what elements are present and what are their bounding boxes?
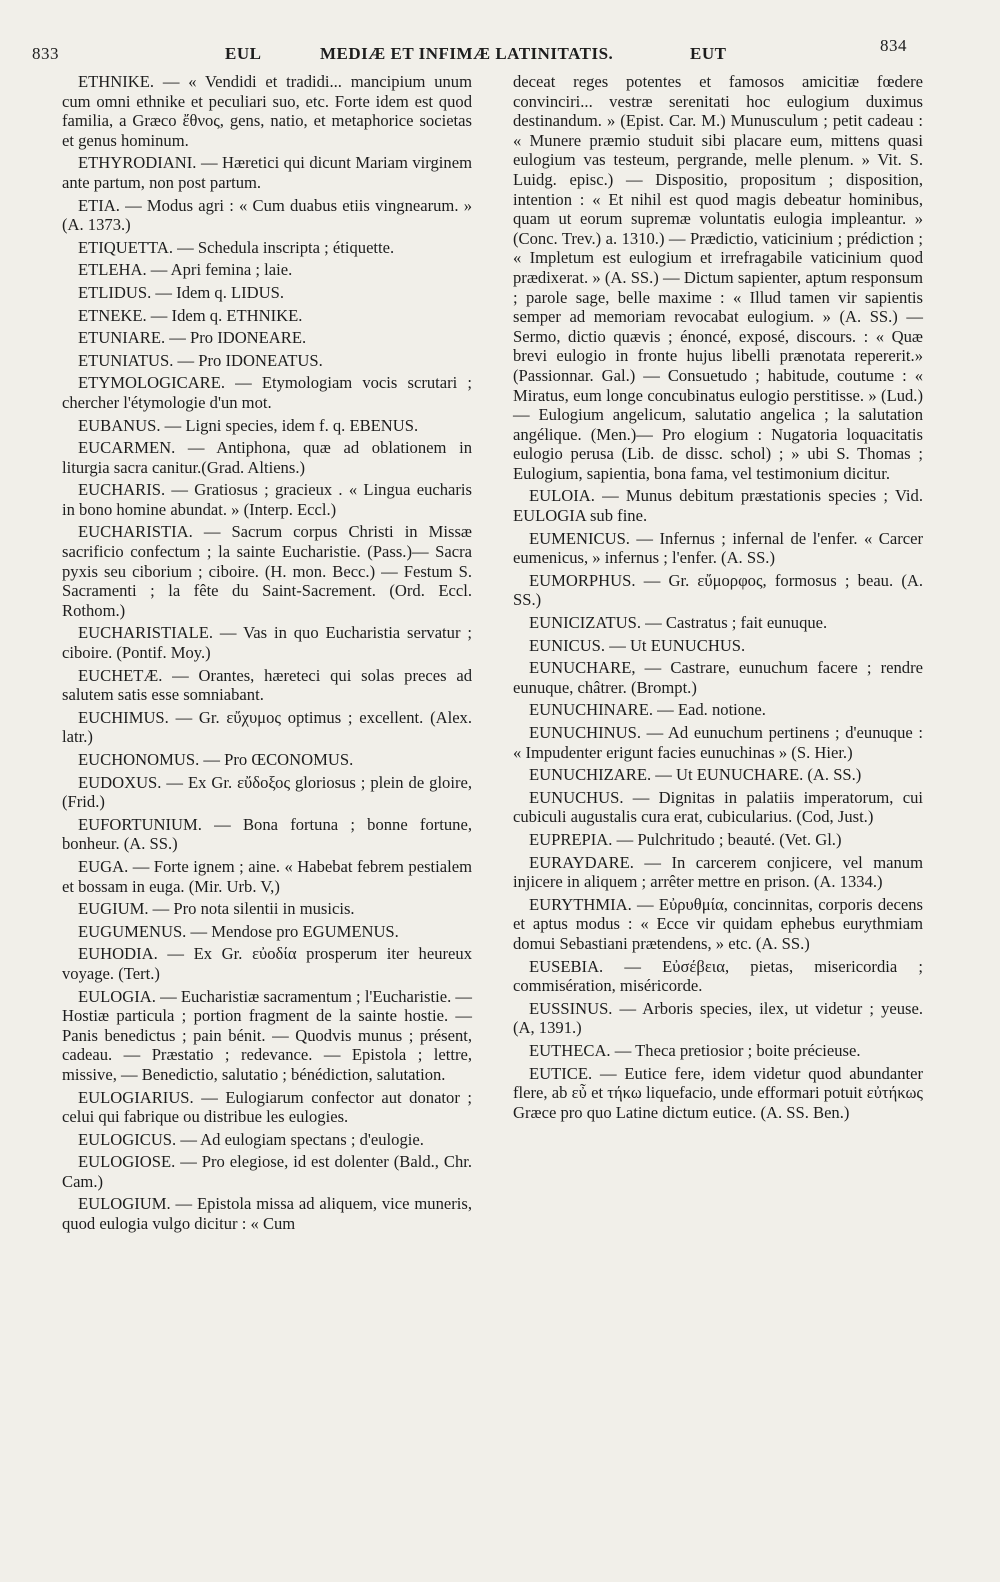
dictionary-entry: EUCHONOMUS. — Pro ŒCONOMUS. bbox=[78, 750, 354, 769]
dictionary-entry: EUNUCHINARE. — Ead. notione. bbox=[529, 700, 766, 720]
dictionary-entry: ETHNIKE. — « Vendidi et tradidi... mancipium unum cum omni ethnike et peculiari suo, etc. Forte idem est quod familia, a Græco ἔθνος, gens, natio, et metaphorice societas et genus hominum. bbox=[62, 72, 472, 150]
dictionary-entry: EULOGIOSE. — Pro elegiose, id est dolenter (Bald., Chr. Cam.) bbox=[62, 1152, 472, 1191]
dictionary-entry: EUGIUM. — Pro nota silentii in musicis. bbox=[78, 899, 355, 919]
dictionary-entry: ETNEKE. — Idem q. ETHNIKE. bbox=[78, 305, 303, 325]
dictionary-entry: EUSSINUS. — Arboris species, ilex, ut videtur ; yeuse. (A, 1391.) bbox=[513, 998, 923, 1038]
dictionary-entry: EUNUCHIZARE. — Ut EUNUCHARE. (A. SS.) bbox=[529, 765, 862, 785]
dictionary-entry: EUGA. — Forte ignem ; aine. « Habebat febrem pestialem et bossam in euga. (Mir. Urb. V,) bbox=[62, 856, 472, 896]
running-key-right: EUT bbox=[690, 44, 727, 63]
dictionary-entry: EUMORPHUS. — Gr. εὔμορφος, formosus ; beau. (A. SS.) bbox=[513, 570, 923, 610]
right-column bbox=[513, 72, 923, 1125]
dictionary-entry: EUPREPIA. — Pulchritudo ; beauté. (Vet. Gl.) bbox=[529, 829, 842, 849]
dictionary-entry: EUTICE. — Eutice fere, idem videtur quod abundanter flere, ab εὖ et τήκω liquefacio, unde efformari potuit εὐτήκως Græce pro quo Latine dictum eutice. (A. SS. Ben.) bbox=[513, 1063, 923, 1122]
dictionary-entry: EUCHARISTIALE. — Vas in quo Eucharistia servatur ; ciboire. (Pontif. Moy.) bbox=[62, 623, 472, 663]
dictionary-entry: EUNICIZATUS. — Castratus ; fait eunuque. bbox=[529, 613, 828, 633]
dictionary-entry: EUSEBIA. — Εὐσέβεια, pietas, misericordia ; commisération, miséricorde. bbox=[513, 956, 923, 996]
dictionary-entry: EUNUCHARE, — Castrare, eunuchum facere ; rendre eunuque, châtrer. (Brompt.) bbox=[513, 658, 923, 697]
dictionary-entry: EUNUCHUS. — Dignitas in palatiis imperatorum, cui cubiculi augustalis cura erat, cubicularius. (Cod, Just.) bbox=[513, 787, 923, 827]
dictionary-entry: ETLEHA. — Apri femina ; laie. bbox=[78, 260, 293, 280]
dictionary-entry: EUHODIA. — Ex Gr. εὐοδία prosperum iter heureux voyage. (Tert.) bbox=[62, 944, 472, 983]
dictionary-entry: EUFORTUNIUM. — Bona fortuna ; bonne fortune, bonheur. (A. SS.) bbox=[62, 814, 472, 854]
dictionary-entry: EULOGICUS. — Ad eulogiam spectans ; d'eulogie. bbox=[78, 1129, 424, 1149]
dictionary-entry: ETUNIATUS. — Pro IDONEATUS. bbox=[78, 350, 323, 370]
page-number-left: 833 bbox=[32, 44, 59, 63]
dictionary-entry: ETIA. — Modus agri : « Cum duabus etiis vingnearum. » (A. 1373.) bbox=[62, 195, 472, 235]
dictionary-entry: ETHYRODIANI. — Hæretici qui dicunt Mariam virginem ante partum, non post partum. bbox=[62, 153, 472, 192]
dictionary-entry: EURYTHMIA. — Εὐρυθμία, concinnitas, corporis decens et aptus modus : « Ecce vir quidam ephebus eurythmiam domui Sebastiani prætendens, » etc. (A. SS.) bbox=[513, 894, 923, 953]
dictionary-entry: EUCHARISTIA. — Sacrum corpus Christi in Missæ sacrificio confectum ; la sainte Eucharistie. (Pass.)— Sacra pyxis seu ciborium ; ciboire. (H. mon. Becc.) — Festum S. Sacramenti ; la fête du Saint-Sacrement. (Ord. Eccl. Rothom.) bbox=[62, 522, 472, 620]
dictionary-entry: EUGUMENUS. — Mendose pro EGUMENUS. bbox=[78, 921, 399, 941]
dictionary-entry: EUCHIMUS. — Gr. εὔχυμος optimus ; excellent. (Alex. latr.) bbox=[62, 707, 472, 747]
dictionary-entry: EUNUCHINUS. — Ad eunuchum pertinens ; d'eunuque : « Impudenter erigunt facies eunuchinas » (S. Hier.) bbox=[513, 723, 923, 762]
dictionary-entry: EULOGIA. — Eucharistiæ sacramentum ; l'Eucharistie. — Hostiæ particula ; portion fragment de la sainte hostie. — Panis benedictus ; pain bénit. — Quodvis munus ; présent, cadeau. — Præstatio ; redevance. — Epistola ; lettre, missive, — Benedictio, salutatio ; bénédiction, salutation. bbox=[62, 986, 472, 1084]
page-number-right: 834 bbox=[880, 36, 907, 55]
dictionary-entry: ETLIDUS. — Idem q. LIDUS. bbox=[78, 282, 285, 302]
dictionary-entry: EURAYDARE. — In carcerem conjicere, vel manum injicere in aliquem ; arrêter mettre en prison. (A. 1334.) bbox=[513, 852, 923, 892]
left-column bbox=[62, 72, 472, 1237]
dictionary-entry: ETIQUETTA. — Schedula inscripta ; étiquette. bbox=[78, 237, 395, 257]
running-title: MEDIÆ ET INFIMÆ LATINITATIS. bbox=[320, 44, 614, 63]
running-key-left: EUL bbox=[225, 44, 262, 63]
page-header bbox=[30, 36, 920, 70]
dictionary-entry: EUCARMEN. — Antiphona, quæ ad oblationem in liturgia sacra canitur.(Grad. Altiens.) bbox=[62, 438, 472, 477]
dictionary-entry: EUNICUS. — Ut EUNUCHUS. bbox=[529, 635, 746, 655]
dictionary-entry: EUMENICUS. — Infernus ; infernal de l'enfer. « Carcer eumenicus, » infernus ; l'enfer. (A. SS.) bbox=[513, 528, 923, 568]
dictionary-entry: EULOGIARIUS. — Eulogiarum confector aut donator ; celui qui fabrique ou distribue les eulogies. bbox=[62, 1087, 472, 1127]
dictionary-entry: EUDOXUS. — Ex Gr. εὔδοξος gloriosus ; plein de gloire, (Frid.) bbox=[62, 772, 472, 812]
dictionary-entry: EUBANUS. — Ligni species, idem f. q. EBENUS. bbox=[78, 415, 419, 435]
dictionary-entry: EUTHECA. — Theca pretiosior ; boite précieuse. bbox=[529, 1040, 861, 1060]
dictionary-entry: ETYMOLOGICARE. — Etymologiam vocis scrutari ; chercher l'étymologie d'un mot. bbox=[62, 373, 472, 412]
dictionary-entry: EUCHARIS. — Gratiosus ; gracieux . « Lingua eucharis in bono homine abundat. » (Interp. Eccl.) bbox=[62, 480, 472, 519]
dictionary-entry: deceat reges potentes et famosos amicitiæ fœdere convinciri... vestræ serenitati hoc eulogium duximus destinandum. » (Epist. Car. M.) Munusculum ; petit cadeau : « Munere præmio studuit sibi placare eum, mittens quasi eulogium vas testeum, pergrande, melle plenum. » Vit. S. Luidg. episc.) — Dispositio, propositum ; disposition, intention : « Et nihil est quod magis debeatur hominibus, quam ut eorum supremæ voluntatis eulogia impleantur. » (Conc. Trev.) a. 1310.) — Prædictio, vaticinium ; prédiction ; « Impletum est eulogium et irrefragabile vaticinium quod prædixerat. » (A. SS.) — Dictum sapienter, aptum responsum ; parole sage, belle maxime : « Illud tamen vir sapientis semper ad memoriam revocabat eulogium. » (A. SS.) — Sermo, dictio quævis ; énoncé, exposé, discours. : « Quæ brevi eulogio in fronte hujus libelli prænotata repererit.» (Passionnar. Gal.) — Consuetudo ; habitude, coutume : « Miratus, eum longe concubinatus eulogio perstitisse. » (Lud.) — Eulogium angelicum, salutatio angelica ; la salutation angélique. (Men.)— Pro elogium : Nugatoria loquacitatis eulogio perusa (Lib. de dissc. schol) ; » ubi S. Thomas ; Eulogium, sapientia, bona fama, vel testimonium dicitur. bbox=[513, 72, 923, 483]
dictionary-entry: EUCHETÆ. — Orantes, hæreteci qui solas preces ad salutem satis esse somniabant. bbox=[62, 665, 472, 705]
dictionary-entry: ETUNIARE. — Pro IDONEARE. bbox=[78, 328, 307, 348]
dictionary-entry: EULOGIUM. — Epistola missa ad aliquem, vice muneris, quod eulogia vulgo dicitur : « Cum bbox=[62, 1194, 472, 1234]
dictionary-entry: EULOIA. — Munus debitum præstationis species ; Vid. EULOGIA sub fine. bbox=[513, 486, 923, 526]
